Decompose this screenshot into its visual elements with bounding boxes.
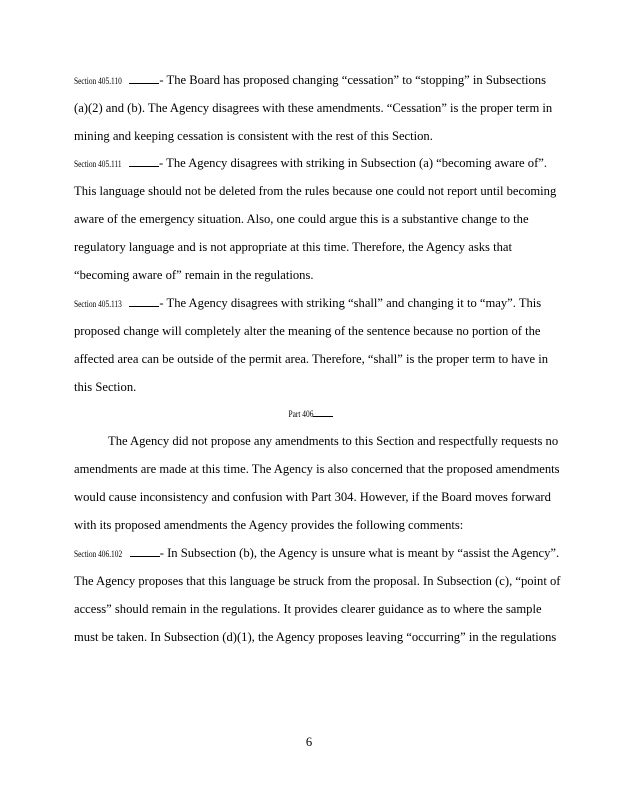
section-405-111-line-1: Section 405.111 - The Agency disagrees with striking in Subsection (a) “becoming aware of”. xyxy=(74,155,547,173)
section-405-110-line-1: Section 405.110 - The Board has proposed changing “cessation” to “stopping” in Subsections xyxy=(74,72,546,90)
part-406-line-2: amendments are made at this time. The Agency is also concerned that the proposed amendments xyxy=(74,462,560,476)
section-405-111-line-3: aware of the emergency situation. Also, one could argue this is a substantive change to the xyxy=(74,212,529,226)
section-405-111-label: Section 405.111 xyxy=(74,160,122,170)
page-number: 6 xyxy=(305,735,313,749)
section-underline xyxy=(130,545,160,557)
section-underline xyxy=(129,72,159,84)
part-406-line-4: with its proposed amendments the Agency provides the following comments: xyxy=(74,518,464,532)
section-405-113-line-3: affected area can be outside of the permit area. Therefore, “shall” is the proper term to have in xyxy=(74,352,549,366)
section-405-113-label: Section 405.113 xyxy=(74,300,122,310)
section-406-102-line-2: The Agency proposes that this language be struck from the proposal. In Subsection (c), “point of xyxy=(74,574,561,588)
heading-underline xyxy=(313,405,333,417)
section-405-111-line-2: This language should not be deleted from the rules because one could not report until becoming xyxy=(74,184,557,198)
section-405-113-line-2: proposed change will completely alter the meaning of the sentence because no portion of the xyxy=(74,324,541,338)
part-406-line-3: would cause inconsistency and confusion with Part 304. However, if the Board moves forward xyxy=(74,490,551,504)
section-405-110-line-3: mining and keeping cessation is consistent with the rest of this Section. xyxy=(74,129,433,143)
section-406-102-label: Section 406.102 xyxy=(74,550,123,560)
section-405-113-line-1: Section 405.113 - The Agency disagrees with striking “shall” and changing it to “may”. This xyxy=(74,295,541,313)
section-406-102-line-3: access” should remain in the regulations. It provides clearer guidance as to where the sample xyxy=(74,602,542,616)
section-405-111-line-5: “becoming aware of” remain in the regulations. xyxy=(74,268,314,282)
section-405-113-line-4: this Section. xyxy=(74,380,137,394)
section-underline xyxy=(129,155,159,167)
section-underline xyxy=(129,295,159,307)
section-405-110-line-2: (a)(2) and (b). The Agency disagrees with these amendments. “Cessation” is the proper term in xyxy=(74,101,553,115)
section-405-111-line-4: regulatory language and is not appropriate at this time. Therefore, the Agency asks that xyxy=(74,240,512,254)
part-406-line-1: The Agency did not propose any amendments to this Section and respectfully requests no xyxy=(108,434,559,448)
part-406-heading: Part 406 xyxy=(0,405,618,421)
section-405-110-label: Section 405.110 xyxy=(74,77,122,87)
section-406-102-line-1: Section 406.102 - In Subsection (b), the Agency is unsure what is meant by “assist the Agency”. xyxy=(74,545,559,563)
section-406-102-line-4: must be taken. In Subsection (d)(1), the Agency proposes leaving “occurring” in the regulations xyxy=(74,630,557,644)
